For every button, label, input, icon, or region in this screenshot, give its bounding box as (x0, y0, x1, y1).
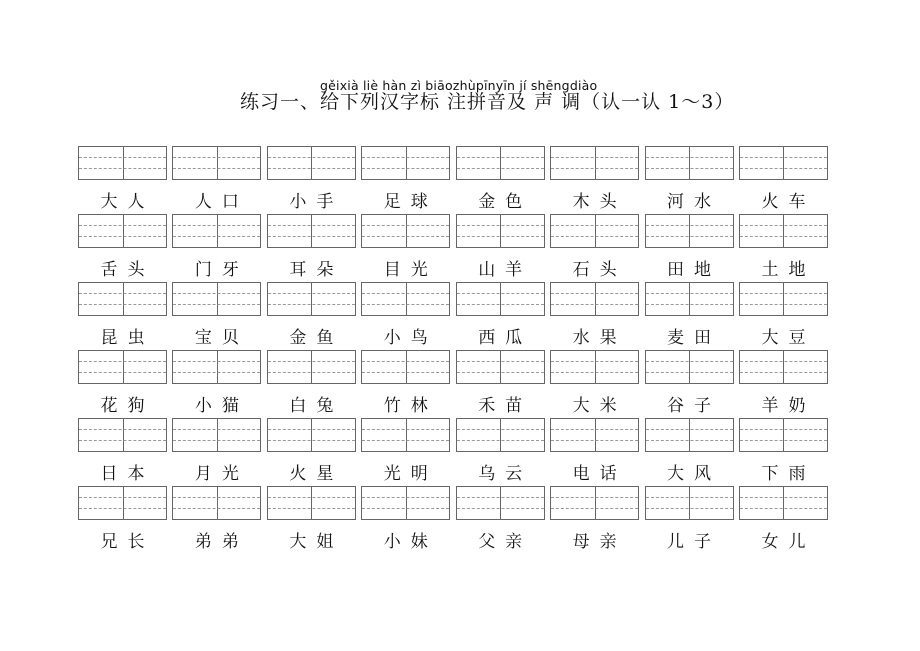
pinyin-writing-box[interactable] (361, 282, 450, 316)
chinese-word: 木头 (572, 192, 627, 212)
guide-line (362, 372, 449, 373)
chinese-word: 小妹 (383, 532, 438, 552)
guide-line (740, 440, 827, 441)
guide-line (362, 429, 449, 430)
word-cell (456, 214, 545, 282)
word-cell (550, 214, 639, 282)
guide-line (268, 440, 355, 441)
guide-line (268, 168, 355, 169)
guide-line (551, 225, 638, 226)
exercise-grid (78, 146, 828, 554)
word-cell (645, 418, 734, 486)
pinyin-writing-box[interactable] (172, 350, 261, 384)
guide-line (646, 429, 733, 430)
pinyin-writing-box[interactable] (456, 282, 545, 316)
guide-line (79, 429, 166, 430)
chinese-word: 大人 (100, 192, 155, 212)
chinese-word: 金色 (478, 192, 533, 212)
pinyin-writing-box[interactable] (645, 146, 734, 180)
chinese-word: 大米 (572, 396, 627, 416)
chinese-word: 水果 (572, 328, 627, 348)
guide-line (173, 304, 260, 305)
worksheet-header (0, 78, 920, 118)
word-cell (550, 282, 639, 350)
guide-line (740, 361, 827, 362)
pinyin-writing-box[interactable] (456, 214, 545, 248)
word-cell (739, 486, 828, 554)
guide-line (173, 225, 260, 226)
chinese-word: 儿子 (667, 532, 722, 552)
guide-line (268, 497, 355, 498)
chinese-word: 大姐 (289, 532, 344, 552)
chinese-word: 火星 (289, 464, 344, 484)
guide-line (173, 372, 260, 373)
guide-line (740, 157, 827, 158)
guide-line (551, 497, 638, 498)
guide-line (551, 372, 638, 373)
guide-line (740, 508, 827, 509)
guide-line (740, 372, 827, 373)
guide-line (646, 508, 733, 509)
word-cell (267, 146, 356, 214)
guide-line (79, 225, 166, 226)
pinyin-writing-box[interactable] (550, 146, 639, 180)
word-cell (78, 418, 167, 486)
word-cell (361, 486, 450, 554)
guide-line (173, 293, 260, 294)
guide-line (268, 372, 355, 373)
chinese-word: 乌云 (478, 464, 533, 484)
guide-line (457, 429, 544, 430)
guide-line (268, 293, 355, 294)
guide-line (268, 236, 355, 237)
guide-line (268, 361, 355, 362)
chinese-word: 母亲 (572, 532, 627, 552)
chinese-word: 人口 (194, 192, 249, 212)
pinyin-writing-box[interactable] (172, 146, 261, 180)
word-cell (78, 350, 167, 418)
word-cell (78, 486, 167, 554)
chinese-word: 西瓜 (478, 328, 533, 348)
word-cell (739, 214, 828, 282)
word-cell (645, 486, 734, 554)
word-cell (456, 282, 545, 350)
pinyin-writing-box[interactable] (172, 282, 261, 316)
chinese-word: 小鸟 (383, 328, 438, 348)
word-cell (172, 282, 261, 350)
guide-line (79, 440, 166, 441)
chinese-word: 父亲 (478, 532, 533, 552)
word-cell (267, 214, 356, 282)
chinese-word: 门牙 (194, 260, 249, 280)
chinese-word: 大豆 (761, 328, 816, 348)
guide-line (551, 429, 638, 430)
pinyin-writing-box[interactable] (739, 282, 828, 316)
pinyin-writing-box[interactable] (645, 418, 734, 452)
chinese-word: 禾苗 (478, 396, 533, 416)
guide-line (173, 508, 260, 509)
guide-line (457, 372, 544, 373)
pinyin-writing-box[interactable] (645, 350, 734, 384)
pinyin-writing-box[interactable] (550, 214, 639, 248)
guide-line (740, 429, 827, 430)
guide-line (362, 304, 449, 305)
guide-line (79, 168, 166, 169)
pinyin-writing-box[interactable] (550, 282, 639, 316)
exercise-row (78, 146, 828, 214)
pinyin-writing-box[interactable] (361, 418, 450, 452)
pinyin-writing-box[interactable] (739, 214, 828, 248)
word-cell (550, 350, 639, 418)
pinyin-writing-box[interactable] (78, 146, 167, 180)
guide-line (362, 508, 449, 509)
word-cell (361, 418, 450, 486)
chinese-word: 麦田 (667, 328, 722, 348)
guide-line (173, 361, 260, 362)
guide-line (551, 168, 638, 169)
guide-line (173, 168, 260, 169)
guide-line (551, 293, 638, 294)
guide-line (79, 236, 166, 237)
guide-line (268, 429, 355, 430)
guide-line (268, 225, 355, 226)
guide-line (79, 497, 166, 498)
chinese-word: 小手 (289, 192, 344, 212)
word-cell (739, 350, 828, 418)
exercise-row (78, 486, 828, 554)
pinyin-writing-box[interactable] (739, 486, 828, 520)
word-cell (172, 418, 261, 486)
chinese-word: 土地 (761, 260, 816, 280)
chinese-word: 电话 (572, 464, 627, 484)
word-cell (739, 146, 828, 214)
pinyin-writing-box[interactable] (456, 486, 545, 520)
chinese-word: 兄长 (100, 532, 155, 552)
chinese-word: 舌头 (100, 260, 155, 280)
chinese-word: 山羊 (478, 260, 533, 280)
exercise-row (78, 214, 828, 282)
guide-line (173, 497, 260, 498)
guide-line (362, 497, 449, 498)
guide-line (173, 157, 260, 158)
guide-line (551, 361, 638, 362)
word-cell (267, 282, 356, 350)
pinyin-writing-box[interactable] (267, 418, 356, 452)
guide-line (268, 304, 355, 305)
chinese-word: 弟弟 (194, 532, 249, 552)
chinese-word: 小猫 (194, 396, 249, 416)
guide-line (646, 304, 733, 305)
chinese-word: 目光 (383, 260, 438, 280)
guide-line (362, 157, 449, 158)
chinese-word: 下雨 (761, 464, 816, 484)
word-cell (456, 486, 545, 554)
word-cell (172, 350, 261, 418)
guide-line (457, 157, 544, 158)
guide-line (173, 440, 260, 441)
pinyin-writing-box[interactable] (267, 486, 356, 520)
guide-line (646, 440, 733, 441)
word-cell (361, 282, 450, 350)
guide-line (457, 304, 544, 305)
guide-line (457, 168, 544, 169)
word-cell (78, 146, 167, 214)
worksheet-title: 练习一、给下列汉字标 注拼音及 声 调（认一认 1～3） (240, 91, 735, 113)
guide-line (740, 225, 827, 226)
guide-line (551, 236, 638, 237)
guide-line (457, 508, 544, 509)
pinyin-writing-box[interactable] (267, 350, 356, 384)
chinese-word: 耳朵 (289, 260, 344, 280)
guide-line (740, 497, 827, 498)
word-cell (172, 214, 261, 282)
chinese-word: 女儿 (761, 532, 816, 552)
chinese-word: 谷子 (667, 396, 722, 416)
guide-line (457, 361, 544, 362)
guide-line (79, 372, 166, 373)
chinese-word: 昆虫 (100, 328, 155, 348)
word-cell (739, 282, 828, 350)
word-cell (550, 146, 639, 214)
title-pinyin: gěixià liè hàn zì biāozhùpīnyīn jí shēngdiào (320, 78, 598, 93)
word-cell (645, 146, 734, 214)
pinyin-writing-box[interactable] (361, 214, 450, 248)
guide-line (362, 361, 449, 362)
guide-line (646, 361, 733, 362)
exercise-row (78, 350, 828, 418)
word-cell (267, 486, 356, 554)
word-cell (456, 350, 545, 418)
pinyin-writing-box[interactable] (456, 350, 545, 384)
guide-line (740, 168, 827, 169)
guide-line (646, 157, 733, 158)
guide-line (79, 508, 166, 509)
guide-line (362, 236, 449, 237)
pinyin-writing-box[interactable] (78, 350, 167, 384)
chinese-word: 河水 (667, 192, 722, 212)
pinyin-writing-box[interactable] (739, 418, 828, 452)
guide-line (646, 225, 733, 226)
guide-line (646, 236, 733, 237)
guide-line (646, 293, 733, 294)
guide-line (268, 157, 355, 158)
chinese-word: 田地 (667, 260, 722, 280)
pinyin-writing-box[interactable] (550, 350, 639, 384)
chinese-word: 白兔 (289, 396, 344, 416)
word-cell (739, 418, 828, 486)
guide-line (362, 293, 449, 294)
guide-line (740, 236, 827, 237)
word-cell (267, 350, 356, 418)
word-cell (78, 214, 167, 282)
chinese-word: 竹林 (383, 396, 438, 416)
word-cell (361, 350, 450, 418)
pinyin-writing-box[interactable] (550, 486, 639, 520)
word-cell (550, 486, 639, 554)
chinese-word: 月光 (194, 464, 249, 484)
pinyin-writing-box[interactable] (361, 146, 450, 180)
chinese-word: 足球 (383, 192, 438, 212)
guide-line (551, 440, 638, 441)
guide-line (268, 508, 355, 509)
guide-line (79, 293, 166, 294)
word-cell (645, 282, 734, 350)
word-cell (645, 214, 734, 282)
chinese-word: 日本 (100, 464, 155, 484)
guide-line (79, 304, 166, 305)
guide-line (551, 304, 638, 305)
guide-line (740, 304, 827, 305)
chinese-word: 宝贝 (194, 328, 249, 348)
pinyin-writing-box[interactable] (78, 214, 167, 248)
pinyin-writing-box[interactable] (645, 214, 734, 248)
pinyin-writing-box[interactable] (78, 486, 167, 520)
guide-line (457, 225, 544, 226)
word-cell (172, 486, 261, 554)
guide-line (79, 361, 166, 362)
guide-line (457, 293, 544, 294)
word-cell (361, 214, 450, 282)
chinese-word: 火车 (761, 192, 816, 212)
guide-line (173, 429, 260, 430)
pinyin-writing-box[interactable] (645, 282, 734, 316)
pinyin-writing-box[interactable] (78, 418, 167, 452)
pinyin-writing-box[interactable] (645, 486, 734, 520)
pinyin-writing-box[interactable] (267, 146, 356, 180)
guide-line (551, 508, 638, 509)
word-cell (645, 350, 734, 418)
guide-line (362, 440, 449, 441)
pinyin-writing-box[interactable] (172, 418, 261, 452)
guide-line (362, 225, 449, 226)
pinyin-writing-box[interactable] (456, 418, 545, 452)
chinese-word: 大风 (667, 464, 722, 484)
word-cell (456, 418, 545, 486)
pinyin-writing-box[interactable] (267, 214, 356, 248)
word-cell (172, 146, 261, 214)
chinese-word: 石头 (572, 260, 627, 280)
word-cell (550, 418, 639, 486)
pinyin-writing-box[interactable] (456, 146, 545, 180)
pinyin-writing-box[interactable] (550, 418, 639, 452)
word-cell (456, 146, 545, 214)
pinyin-writing-box[interactable] (172, 486, 261, 520)
guide-line (457, 440, 544, 441)
exercise-row (78, 418, 828, 486)
guide-line (173, 236, 260, 237)
pinyin-writing-box[interactable] (78, 282, 167, 316)
guide-line (79, 157, 166, 158)
pinyin-writing-box[interactable] (172, 214, 261, 248)
chinese-word: 花狗 (100, 396, 155, 416)
exercise-row (78, 282, 828, 350)
guide-line (457, 497, 544, 498)
pinyin-writing-box[interactable] (361, 486, 450, 520)
chinese-word: 羊奶 (761, 396, 816, 416)
guide-line (646, 497, 733, 498)
pinyin-writing-box[interactable] (267, 282, 356, 316)
guide-line (740, 293, 827, 294)
guide-line (646, 372, 733, 373)
word-cell (267, 418, 356, 486)
guide-line (551, 157, 638, 158)
pinyin-writing-box[interactable] (361, 350, 450, 384)
pinyin-writing-box[interactable] (739, 146, 828, 180)
chinese-word: 金鱼 (289, 328, 344, 348)
chinese-word: 光明 (383, 464, 438, 484)
pinyin-writing-box[interactable] (739, 350, 828, 384)
guide-line (646, 168, 733, 169)
guide-line (362, 168, 449, 169)
word-cell (78, 282, 167, 350)
word-cell (361, 146, 450, 214)
guide-line (457, 236, 544, 237)
